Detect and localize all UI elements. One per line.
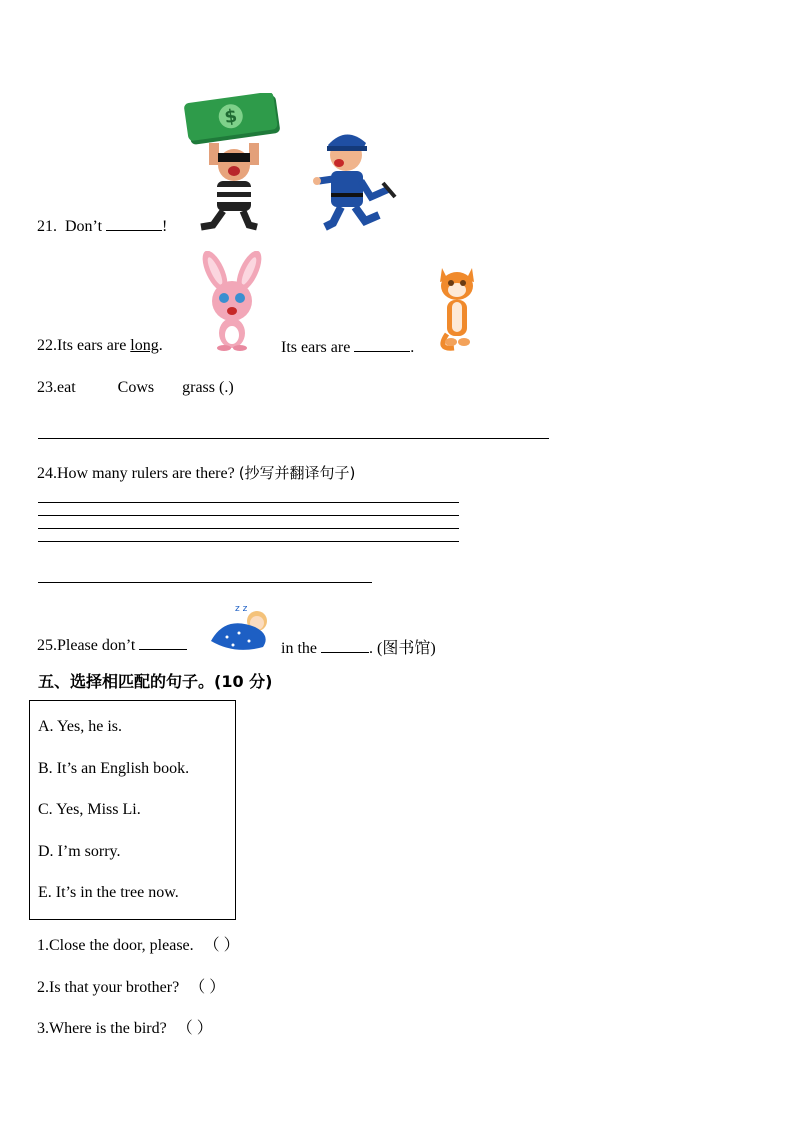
scrambled-word: Cows xyxy=(117,379,155,396)
answer-parentheses[interactable]: （ ） xyxy=(189,979,226,996)
answer-blank[interactable] xyxy=(139,635,187,650)
match-question-1 xyxy=(37,932,240,955)
punctuation: ! xyxy=(162,218,168,235)
question-text: Don’t xyxy=(65,218,103,235)
punctuation: . xyxy=(158,337,163,354)
svg-text:$: $ xyxy=(223,105,239,129)
question-text: Please don’t xyxy=(57,637,136,654)
question-number: 21. xyxy=(37,218,57,235)
option-a: A. Yes, he is. xyxy=(38,718,123,735)
svg-text:z z: z z xyxy=(235,604,248,614)
scrambled-word: grass xyxy=(182,379,215,396)
question-text: 3.Where is the bird? xyxy=(37,1020,167,1037)
underlined-word: long xyxy=(130,337,159,354)
match-question-3 xyxy=(37,1015,213,1038)
option-c: C. Yes, Miss Li. xyxy=(38,801,141,818)
thief-running-with-money-illustration xyxy=(183,93,398,233)
question-24 xyxy=(37,462,355,483)
question-text: 1.Close the door, please. xyxy=(37,937,194,954)
answer-parentheses[interactable]: （ ） xyxy=(203,937,240,954)
option-e: E. It’s in the tree now. xyxy=(38,884,179,901)
match-question-2 xyxy=(37,974,225,997)
sleeping-child-illustration xyxy=(205,601,275,655)
option-b: B. It’s an English book. xyxy=(38,760,190,777)
answer-blank[interactable] xyxy=(321,638,369,653)
punctuation: . xyxy=(410,339,415,356)
punctuation: (.) xyxy=(219,379,234,396)
punctuation: . (图书馆) xyxy=(369,640,436,657)
question-text: in the xyxy=(281,640,317,657)
answer-blank[interactable] xyxy=(106,216,162,231)
writing-line[interactable] xyxy=(38,438,549,439)
question-25-end xyxy=(281,635,436,658)
question-number: 24. xyxy=(37,465,57,482)
writing-line[interactable] xyxy=(38,502,459,503)
question-number: 22. xyxy=(37,337,57,354)
question-23 xyxy=(37,379,234,397)
question-25 xyxy=(37,635,187,655)
question-22 xyxy=(37,337,163,355)
question-text: How many rulers are there? xyxy=(57,465,235,482)
option-d: D. I’m sorry. xyxy=(38,843,121,860)
question-text: Its ears are xyxy=(281,339,351,356)
question-21 xyxy=(37,216,167,236)
rabbit-illustration xyxy=(191,251,273,351)
scrambled-word: eat xyxy=(57,379,76,396)
instruction-note: (抄写并翻译句子) xyxy=(238,464,356,482)
cat-illustration xyxy=(434,262,480,352)
question-number: 23. xyxy=(37,379,57,396)
writing-line[interactable] xyxy=(38,541,459,542)
writing-line[interactable] xyxy=(38,515,459,516)
question-text: 2.Is that your brother? xyxy=(37,979,180,996)
writing-line[interactable] xyxy=(38,528,459,529)
answer-parentheses[interactable]: （ ） xyxy=(176,1020,213,1037)
section-heading: 五、选择相匹配的句子。(10 分) xyxy=(38,672,273,691)
question-text: Its ears are xyxy=(57,337,127,354)
translation-line[interactable] xyxy=(38,582,372,583)
question-number: 25. xyxy=(37,637,57,654)
answer-blank[interactable] xyxy=(354,337,410,352)
question-22-answer xyxy=(281,337,414,357)
